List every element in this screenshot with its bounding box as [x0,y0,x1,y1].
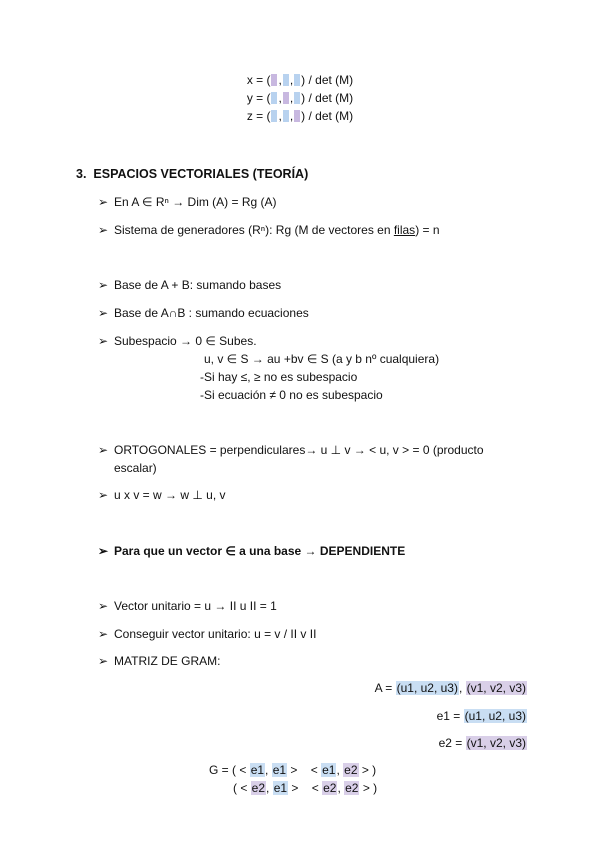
gram-e2-line: e2 = (v1, v2, v3) [438,736,526,750]
gram-g-row2: ( < e2, e1 > < e2, e2 > ) [233,781,378,795]
cramer-x-line: x = ( , , ) / det (M) [246,73,354,87]
bullet-arrow-icon: ➢ [98,306,109,320]
bullet-item: ➢ Base de A + B: sumando bases [98,278,282,292]
bullet-arrow-icon: ➢ [98,599,109,613]
section-heading: 3. ESPACIOS VECTORIALES (TEORÍA) [76,167,309,181]
bullet-arrow-icon: ➢ [98,488,109,502]
highlight-block [283,74,289,86]
bullet-item: ➢ Base de A∩B : sumando ecuaciones [98,306,309,320]
bullet-item: ➢ En A ∈ Rⁿ → Dim (A) = Rg (A) [98,195,277,209]
bullet-arrow-icon: ➢ [98,223,109,237]
gram-a-line: A = (u1, u2, u3), (v1, v2, v3) [374,681,526,695]
bullet-item: ➢ Conseguir vector unitario: u = v / II v II [98,627,317,641]
bullet-item: ➢ Vector unitario = u → II u II = 1 [98,599,277,613]
cramer-y-line: y = ( , , ) / det (M) [246,91,354,105]
bullet-subline: u, v ∈ S → au +bv ∈ S (a y b nº cualquiera) [204,352,440,366]
bullet-arrow-icon: ➢ [98,278,109,292]
bullet-item: ➢ ORTOGONALES = perpendiculares→ u ⊥ v → < u, v > = 0 (producto [98,443,484,457]
bullet-item: ➢ Subespacio → 0 ∈ Subes. [98,334,257,348]
bullet-item-bold: ➢ Para que un vector ∈ a una base → DEPENDIENTE [98,544,406,558]
cramer-z-line: z = ( , , ) / det (M) [246,109,354,123]
highlight-block [271,110,277,122]
bullet-arrow-icon: ➢ [98,627,109,641]
highlight-block [294,92,300,104]
gram-e1-line: e1 = (u1, u2, u3) [436,709,526,723]
bullet-item: ➢ Sistema de generadores (Rⁿ): Rg (M de vectores en filas) = n [98,223,440,237]
bullet-arrow-icon: ➢ [98,195,109,209]
bullet-item: ➢ u x v = w → w ⊥ u, v [98,488,226,502]
bullet-arrow-icon: ➢ [98,544,109,558]
bullet-subline: -Si hay ≤, ≥ no es subespacio [200,370,358,384]
highlight-block [271,74,277,86]
bullet-arrow-icon: ➢ [98,654,109,668]
highlight-block [271,92,277,104]
bullet-arrow-icon: ➢ [98,443,109,457]
gram-g-row1: G = ( < e1, e1 > < e1, e2 > ) [209,763,377,777]
highlight-block [283,92,289,104]
highlight-block [283,110,289,122]
bullet-subline: -Si ecuación ≠ 0 no es subespacio [200,388,383,402]
bullet-subline: escalar) [114,461,157,475]
highlight-block [294,74,300,86]
highlight-block [294,110,300,122]
bullet-item: ➢ MATRIZ DE GRAM: [98,654,221,668]
bullet-arrow-icon: ➢ [98,334,109,348]
